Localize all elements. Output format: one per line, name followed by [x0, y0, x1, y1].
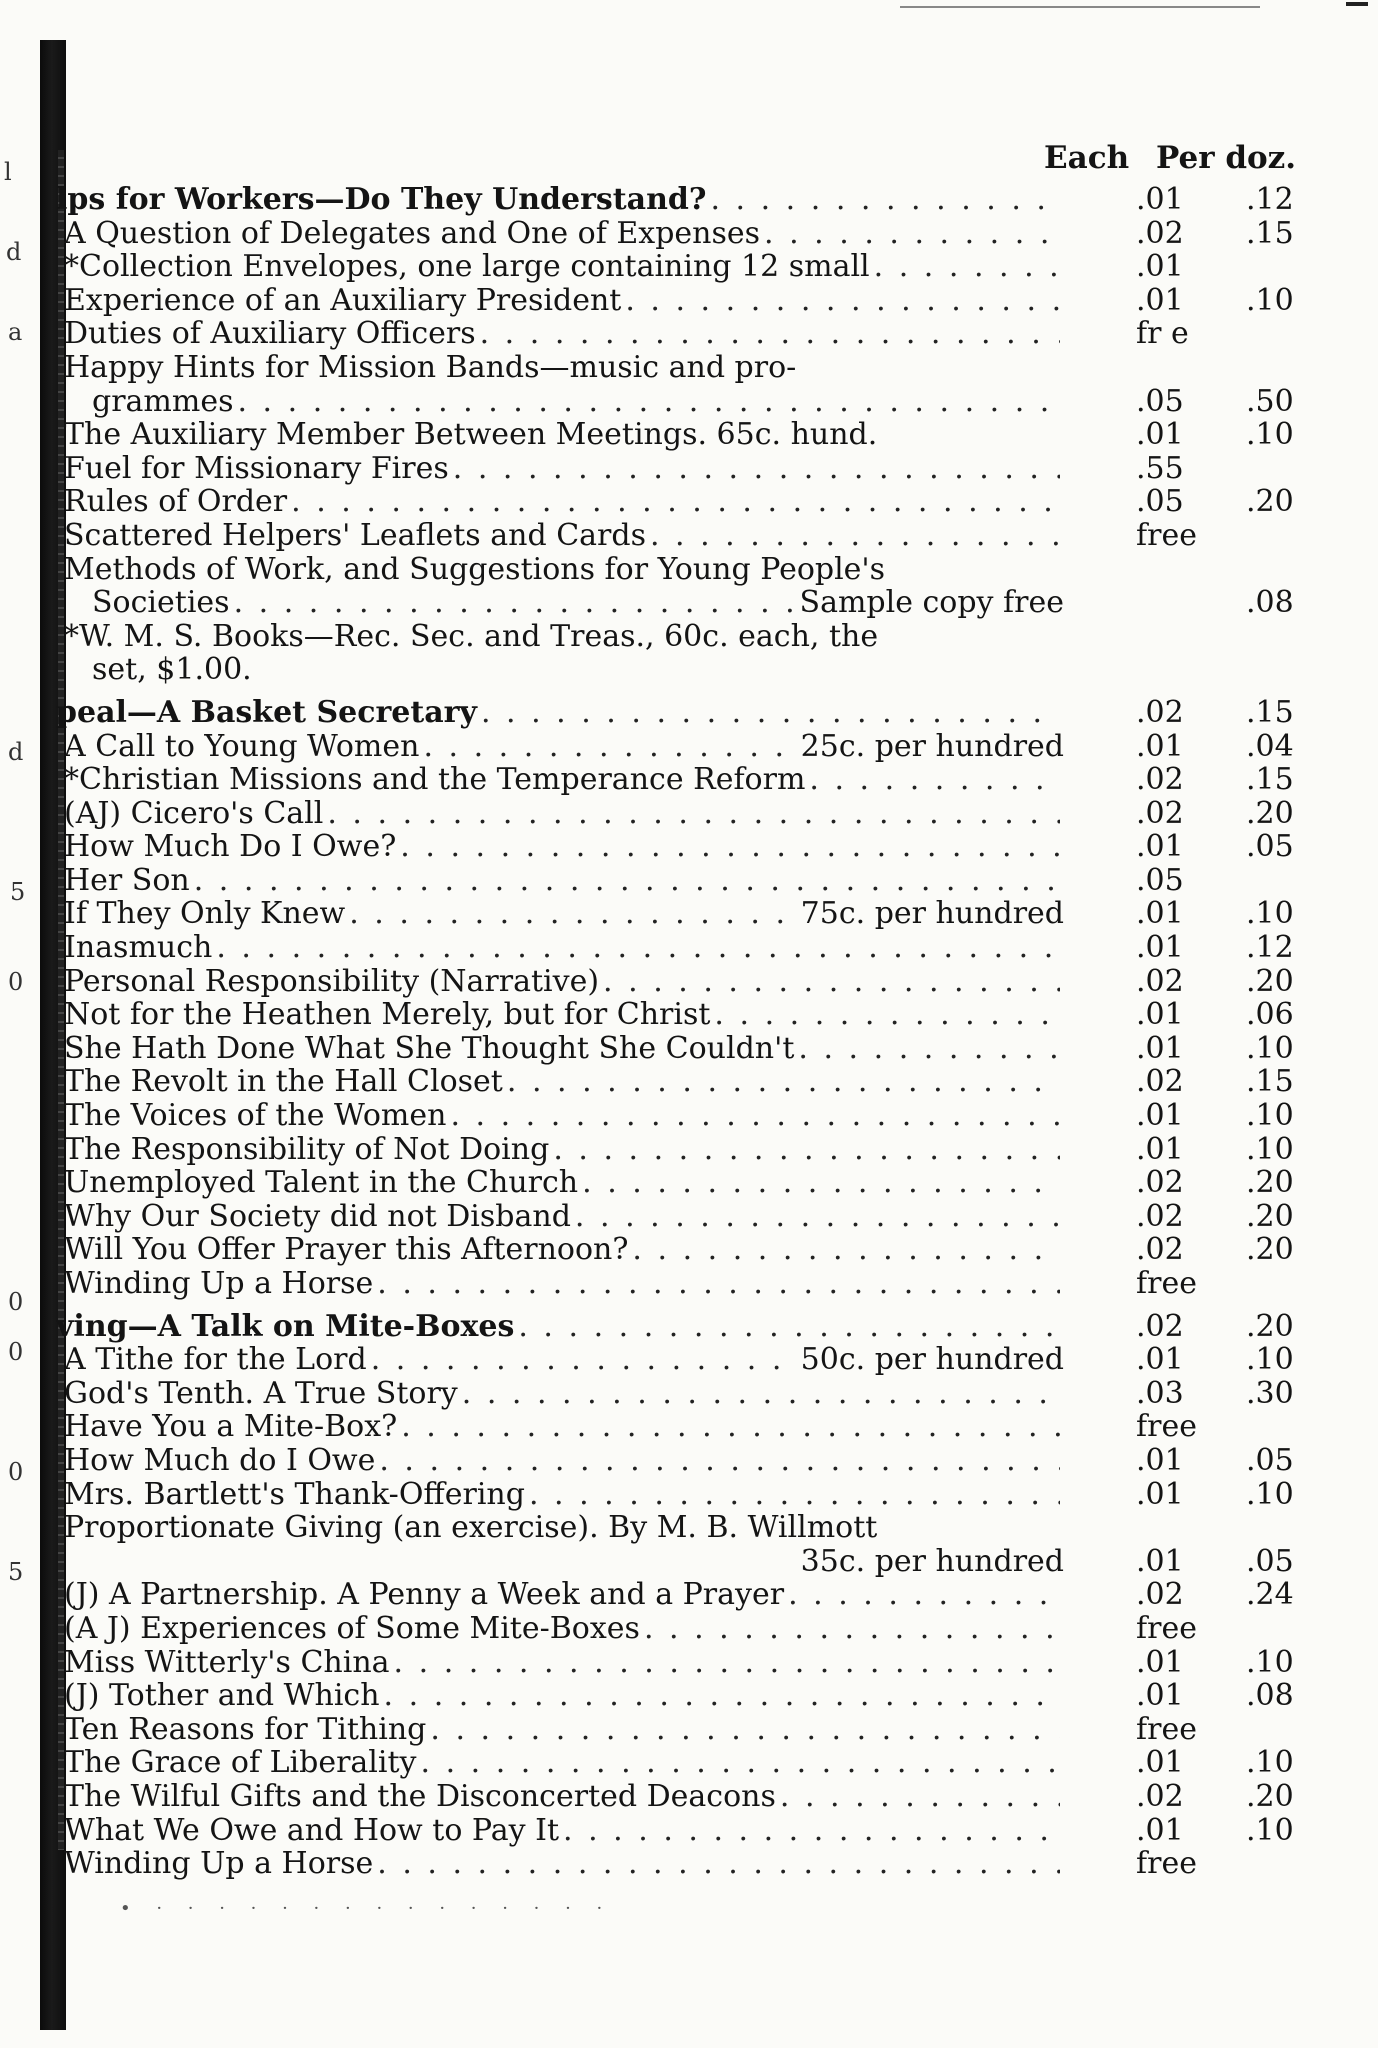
entry-title-line: [64, 250, 1064, 284]
entry-title: Inasmuch: [64, 931, 213, 965]
entry-title-line: [64, 217, 1064, 251]
price-per-doz: .08: [1246, 1678, 1294, 1714]
entry-title: *Christian Missions and the Temperance Reform: [64, 763, 806, 797]
entry-title: She Hath Done What She Thought She Couldn't: [64, 1031, 795, 1066]
dot-leader: [401, 1410, 1060, 1444]
price-per-doz: .08: [1246, 585, 1294, 621]
entry-title: The Revolt in the Hall Closet: [64, 1065, 503, 1100]
entry-title: What We Owe and How to Pay It: [64, 1813, 560, 1848]
top-mark: [1346, 2, 1368, 6]
dot-leader: [714, 998, 1060, 1032]
entry-title: Ten Reasons for Tithing: [64, 1712, 427, 1747]
entry-title: Fuel for Missionary Fires: [64, 451, 449, 486]
price-each: .01: [1136, 1812, 1184, 1848]
price-per-doz: .20: [1246, 484, 1294, 520]
price-each: free: [1136, 1409, 1197, 1445]
entry-title: Proportionate Giving (an exercise). By M. B. Willmott: [64, 1511, 878, 1545]
dot-leader: [625, 284, 1060, 318]
price-each: .02: [1136, 762, 1184, 798]
entry-title-line: [64, 553, 1064, 587]
entry-title-line: [64, 931, 1064, 965]
dot-leader: [603, 965, 1060, 999]
entry-title: *W. M. S. Books—Rec. Sec. and Treas., 60c. each, the: [64, 619, 879, 654]
entry-title-line: [64, 1746, 1064, 1780]
list-item: [56, 452, 1346, 486]
list-item: [56, 1065, 1346, 1099]
entry-title-line: [64, 1847, 1064, 1881]
entry-title-line: [92, 653, 1064, 687]
list-item: [56, 1847, 1346, 1881]
dot-leader: [384, 1679, 1060, 1713]
entry-title: Why Our Society did not Disband: [64, 1199, 571, 1234]
dot-leader: [237, 385, 1060, 419]
entry-title: A Tithe for the Lord: [64, 1343, 367, 1377]
margin-fragment: 0: [8, 1338, 24, 1366]
price-each: .02: [1136, 1198, 1184, 1234]
margin-fragment: 5: [10, 878, 26, 906]
list-item: [56, 864, 1346, 898]
price-each: .02: [1136, 1778, 1184, 1814]
list-item: [56, 351, 1346, 385]
margin-fragment: 0: [8, 968, 24, 996]
entry-title-line: [64, 1032, 1064, 1066]
list-item: [56, 1133, 1346, 1167]
entry-title: Have You a Mite-Box?: [64, 1410, 398, 1444]
price-each: free: [1136, 1711, 1197, 1747]
bottom-dots: • · · · · · · · · · · · · · · ·: [120, 1898, 613, 1918]
entry-title: ving—A Talk on Mite-Boxes: [56, 1309, 515, 1344]
price-per-doz: .10: [1246, 1812, 1294, 1848]
list-item: [56, 897, 1346, 931]
entry-title-line: [64, 1679, 1064, 1713]
price-each: .01: [1136, 1342, 1184, 1378]
dot-leader: [462, 1377, 1060, 1411]
list-item: [56, 1444, 1346, 1478]
entry-title: The Wilful Gifts and the Disconcerted Deacons: [64, 1779, 776, 1814]
list-item: [56, 519, 1346, 553]
entry-title: Experience of an Auxiliary President: [64, 283, 622, 318]
list-item: [56, 730, 1346, 764]
dot-leader: [377, 1267, 1060, 1301]
price-per-doz: .10: [1246, 1745, 1294, 1781]
price-per-doz: .05: [1246, 1442, 1294, 1478]
price-per-doz: .05: [1246, 1543, 1294, 1579]
price-each: .01: [1136, 1678, 1184, 1714]
entry-title-line: [64, 452, 1064, 486]
dot-leader: [481, 696, 1060, 730]
list-item: [56, 653, 1346, 687]
price-each: .01: [1136, 1745, 1184, 1781]
entry-title-line: [64, 797, 1064, 831]
entry-title-line: [64, 1612, 1064, 1646]
price-each: .02: [1136, 795, 1184, 831]
entry-title-line: [64, 998, 1064, 1032]
entry-title: A Call to Young Women: [64, 729, 420, 764]
dot-leader: [650, 519, 1060, 553]
entry-title: Rules of Order: [64, 485, 288, 519]
price-each: .01: [1136, 417, 1184, 453]
dot-leader: [216, 931, 1060, 965]
dot-leader: [644, 1612, 1060, 1646]
entry-title-line: [64, 1444, 1064, 1478]
entry-title-line: [64, 1267, 1064, 1301]
list-item: [56, 183, 1346, 217]
entry-title-line: [64, 763, 1064, 797]
entry-title: Duties of Auxiliary Officers: [64, 317, 476, 351]
column-headers: [1044, 140, 1324, 176]
dot-leader: [423, 730, 796, 764]
entry-title-line: [64, 418, 1064, 452]
entry-title: God's Tenth. A True Story: [64, 1376, 458, 1411]
entry-title: Unemployed Talent in the Church: [64, 1166, 579, 1200]
list-item: [56, 696, 1346, 730]
list-item: [56, 1233, 1346, 1267]
entry-title: Her Son: [64, 863, 190, 898]
entry-title: How Much Do I Owe?: [64, 830, 397, 864]
dot-leader: [430, 1713, 1060, 1747]
list-item: [56, 1746, 1346, 1780]
dot-leader: [582, 1166, 1060, 1200]
price-each: .01: [1136, 1030, 1184, 1066]
dot-leader: [710, 183, 1060, 217]
dot-leader: [798, 1032, 1060, 1066]
price-each: free: [1136, 1610, 1197, 1646]
price-each: .02: [1136, 963, 1184, 999]
price-each: free: [1136, 1846, 1197, 1882]
entry-title-line: [64, 830, 1064, 864]
entry-title-line: [64, 1377, 1064, 1411]
price-each: .02: [1136, 694, 1184, 730]
entry-price-note: Sample copy free: [799, 586, 1064, 620]
list-item: [56, 485, 1346, 519]
price-per-doz: .20: [1246, 1198, 1294, 1234]
entry-title: Will You Offer Prayer this Afternoon?: [64, 1233, 629, 1267]
list-item: [56, 1166, 1346, 1200]
list-item: [56, 1578, 1346, 1612]
entry-title-line: [64, 897, 1064, 931]
entry-title-line: [64, 1200, 1064, 1234]
price-each: free: [1136, 1266, 1197, 1301]
list-item: [56, 1032, 1346, 1066]
entry-title: The Responsibility of Not Doing: [64, 1132, 550, 1167]
entry-title: Winding Up a Horse: [64, 1847, 374, 1881]
dot-leader: [379, 1444, 1060, 1478]
list-item: [56, 797, 1346, 831]
entry-title-line: [64, 351, 1064, 385]
list-item: [56, 1679, 1346, 1713]
price-per-doz: .10: [1246, 282, 1294, 318]
price-each: .01: [1136, 1644, 1184, 1680]
entry-title: The Auxiliary Member Between Meetings. 65c. hund.: [64, 418, 878, 452]
price-each: .01: [1136, 997, 1184, 1033]
entry-title-line: [64, 1166, 1064, 1200]
entry-title: The Voices of the Women: [64, 1099, 447, 1133]
list-item: [56, 1343, 1346, 1377]
entry-title: Winding Up a Horse: [64, 1267, 374, 1301]
margin-fragment: 0: [8, 1288, 24, 1316]
entry-title: grammes: [92, 384, 234, 419]
column-header-each: Each: [1044, 140, 1130, 176]
dot-leader: [291, 485, 1060, 519]
list-item: [56, 418, 1346, 452]
top-rule: [900, 6, 1260, 8]
dot-leader: [453, 452, 1060, 486]
price-each: .01: [1136, 182, 1184, 217]
list-item: [56, 1410, 1346, 1444]
entry-title: Methods of Work, and Suggestions for Young People's: [64, 552, 886, 587]
entry-title-line: [92, 586, 1064, 620]
price-each: .01: [1136, 829, 1184, 865]
entry-price-note: 25c. per hundred: [800, 729, 1064, 764]
list-item: [56, 284, 1346, 318]
entry-title-line: [64, 1410, 1064, 1444]
dot-leader: [371, 1343, 797, 1377]
dot-leader: [507, 1065, 1060, 1099]
dot-leader: [764, 217, 1060, 251]
price-per-doz: .15: [1246, 1064, 1294, 1100]
entry-title-line: [64, 485, 1064, 519]
price-each: .01: [1136, 930, 1184, 966]
dot-leader: [349, 897, 796, 931]
dot-leader: [421, 1746, 1061, 1780]
list-item: [56, 385, 1346, 419]
margin-fragment: 0: [8, 1458, 24, 1486]
entry-title: (J) Tother and Which: [64, 1679, 380, 1713]
dot-leader: [234, 586, 796, 620]
list-item: [56, 1377, 1346, 1411]
price-each: .02: [1136, 1165, 1184, 1201]
list-item: [56, 1713, 1346, 1747]
entry-title-line: [92, 385, 1064, 419]
entry-title: (A J) Experiences of Some Mite-Boxes: [64, 1611, 640, 1646]
price-per-doz: .10: [1246, 417, 1294, 453]
entry-title: The Grace of Liberality: [64, 1746, 417, 1780]
list-item: [56, 763, 1346, 797]
margin-fragment: d: [6, 238, 22, 266]
price-each: .55: [1136, 450, 1184, 486]
margin-fragment: d: [8, 738, 24, 766]
dot-leader: [809, 763, 1060, 797]
entry-title: Happy Hints for Mission Bands—music and pro-: [64, 350, 797, 385]
dot-leader: [575, 1200, 1060, 1234]
entry-title-line: [56, 696, 1064, 730]
price-per-doz: .20: [1246, 1308, 1294, 1344]
entry-title-line: [64, 284, 1064, 318]
price-per-doz: .15: [1246, 694, 1294, 730]
price-per-doz: .20: [1246, 1165, 1294, 1201]
entry-title-line: [64, 1099, 1064, 1133]
price-each: free: [1136, 517, 1197, 553]
price-each: .05: [1136, 383, 1184, 419]
list-item: [56, 1814, 1346, 1848]
dot-leader: [194, 864, 1060, 898]
entry-title: Societies: [92, 586, 230, 620]
list-item: [56, 250, 1346, 284]
list-item: [56, 1646, 1346, 1680]
price-per-doz: .20: [1246, 1778, 1294, 1814]
price-per-doz: .10: [1246, 1342, 1294, 1378]
price-each: .05: [1136, 862, 1184, 898]
entry-title-line: [64, 1545, 1064, 1579]
price-each: .01: [1136, 282, 1184, 318]
price-each: .01: [1136, 249, 1184, 285]
price-each: .01: [1136, 1131, 1184, 1167]
entry-title: Mrs. Bartlett's Thank-Offering: [64, 1477, 525, 1512]
price-each: .02: [1136, 1232, 1184, 1268]
list-item: [56, 965, 1346, 999]
entry-title: How Much do I Owe: [64, 1443, 376, 1478]
list-item: [56, 553, 1346, 587]
price-each: .01: [1136, 896, 1184, 932]
list-item: [56, 1612, 1346, 1646]
list-item: [56, 1780, 1346, 1814]
entry-price-note: 75c. per hundred: [800, 897, 1064, 932]
price-each: .02: [1136, 1064, 1184, 1100]
price-per-doz: .10: [1246, 896, 1294, 932]
price-each: .01: [1136, 1543, 1184, 1579]
entry-title-line: [64, 1814, 1064, 1848]
price-each: fr e: [1136, 316, 1189, 352]
price-per-doz: .20: [1246, 795, 1294, 831]
price-per-doz: .06: [1246, 997, 1294, 1033]
entry-title: Miss Witterly's China: [64, 1645, 390, 1680]
dot-leader: [327, 797, 1060, 831]
price-each: .01: [1136, 1442, 1184, 1478]
entry-title-line: [64, 864, 1064, 898]
price-per-doz: .15: [1246, 215, 1294, 251]
entry-title: (AJ) Cicero's Call: [64, 796, 324, 831]
dot-leader: [480, 317, 1060, 351]
dot-leader: [450, 1099, 1060, 1133]
entry-title: If They Only Knew: [64, 897, 346, 932]
dot-leader: [553, 1133, 1060, 1167]
price-per-doz: .05: [1246, 829, 1294, 865]
price-each: .02: [1136, 215, 1184, 251]
list-item: [56, 1478, 1346, 1512]
dot-leader: [788, 1578, 1060, 1612]
entry-title: lps for Workers—Do They Understand?: [56, 183, 707, 217]
list-item: [56, 586, 1346, 620]
dot-leader: [632, 1233, 1060, 1267]
list-item: [56, 1099, 1346, 1133]
dot-leader: [780, 1780, 1060, 1814]
margin-fragment: a: [8, 318, 23, 346]
price-per-doz: .10: [1246, 1030, 1294, 1066]
price-each: .01: [1136, 1098, 1184, 1134]
price-per-doz: .30: [1246, 1375, 1294, 1411]
entry-title: Personal Responsibility (Narrative): [64, 964, 600, 999]
price-each: .05: [1136, 484, 1184, 520]
entry-price-note: 50c. per hundred: [800, 1343, 1064, 1377]
entry-title-line: [64, 730, 1064, 764]
price-each: .02: [1136, 1577, 1184, 1613]
price-per-doz: .20: [1246, 1232, 1294, 1268]
price-per-doz: .10: [1246, 1644, 1294, 1680]
dot-leader: [529, 1478, 1060, 1512]
entry-title-line: [64, 1578, 1064, 1612]
entry-title: peal—A Basket Secretary: [56, 695, 477, 730]
list-item: [56, 830, 1346, 864]
entry-title-line: [64, 965, 1064, 999]
margin-fragment: l: [4, 158, 12, 186]
price-per-doz: .12: [1246, 930, 1294, 966]
list-item: [56, 217, 1346, 251]
entry-title-line: [64, 1133, 1064, 1167]
list-item: [56, 998, 1346, 1032]
entry-title: set, $1.00.: [92, 653, 252, 687]
list-item: [56, 1511, 1346, 1545]
entry-title: (J) A Partnership. A Penny a Week and a Prayer: [64, 1578, 785, 1612]
entry-title-line: [64, 1065, 1064, 1099]
list-item: [56, 931, 1346, 965]
dot-leader: [394, 1646, 1060, 1680]
entry-title-line: [56, 183, 1064, 217]
entry-title-line: [64, 1511, 1064, 1545]
dot-leader: [563, 1814, 1060, 1848]
price-per-doz: .50: [1246, 383, 1294, 419]
dot-leader: [874, 250, 1060, 284]
price-each: .03: [1136, 1375, 1184, 1411]
entry-title: Not for the Heathen Merely, but for Christ: [64, 998, 711, 1032]
price-each: .01: [1136, 1476, 1184, 1512]
entry-title-line: [64, 620, 1064, 654]
entry-title-line: [64, 1646, 1064, 1680]
price-each: .01: [1136, 728, 1184, 764]
entry-title-line: [64, 1233, 1064, 1267]
entry-price-note: 35c. per hundred: [800, 1544, 1064, 1579]
price-each: .02: [1136, 1308, 1184, 1344]
entry-title-line: [64, 1713, 1064, 1747]
price-per-doz: .20: [1246, 963, 1294, 999]
entry-title: Scattered Helpers' Leaflets and Cards: [64, 518, 646, 553]
price-per-doz: .04: [1246, 728, 1294, 764]
list-item: [56, 620, 1346, 654]
column-header-per-doz: Per doz.: [1156, 140, 1297, 176]
entry-title-line: [64, 317, 1064, 351]
entry-title-line: [64, 1478, 1064, 1512]
list-item: [56, 1545, 1346, 1579]
list-item: [56, 1310, 1346, 1344]
price-per-doz: .10: [1246, 1098, 1294, 1134]
list-item: [56, 317, 1346, 351]
margin-fragment: 5: [8, 1558, 24, 1586]
entry-title-line: [64, 519, 1064, 553]
entry-title-line: [64, 1780, 1064, 1814]
dot-leader: [377, 1847, 1060, 1881]
dot-leader: [518, 1310, 1060, 1344]
list-item: [56, 1200, 1346, 1234]
entry-title: *Collection Envelopes, one large containing 12 small: [64, 250, 870, 284]
list-item: [56, 1267, 1346, 1301]
price-list: [56, 174, 1346, 1881]
entry-title: A Question of Delegates and One of Expenses: [64, 216, 761, 251]
price-per-doz: .10: [1246, 1476, 1294, 1512]
entry-title-line: [64, 1343, 1064, 1377]
dot-leader: [400, 830, 1060, 864]
price-per-doz: .15: [1246, 762, 1294, 798]
price-per-doz: .24: [1246, 1577, 1294, 1613]
entry-title-line: [56, 1310, 1064, 1344]
price-per-doz: .12: [1246, 182, 1294, 217]
price-per-doz: .10: [1246, 1131, 1294, 1167]
